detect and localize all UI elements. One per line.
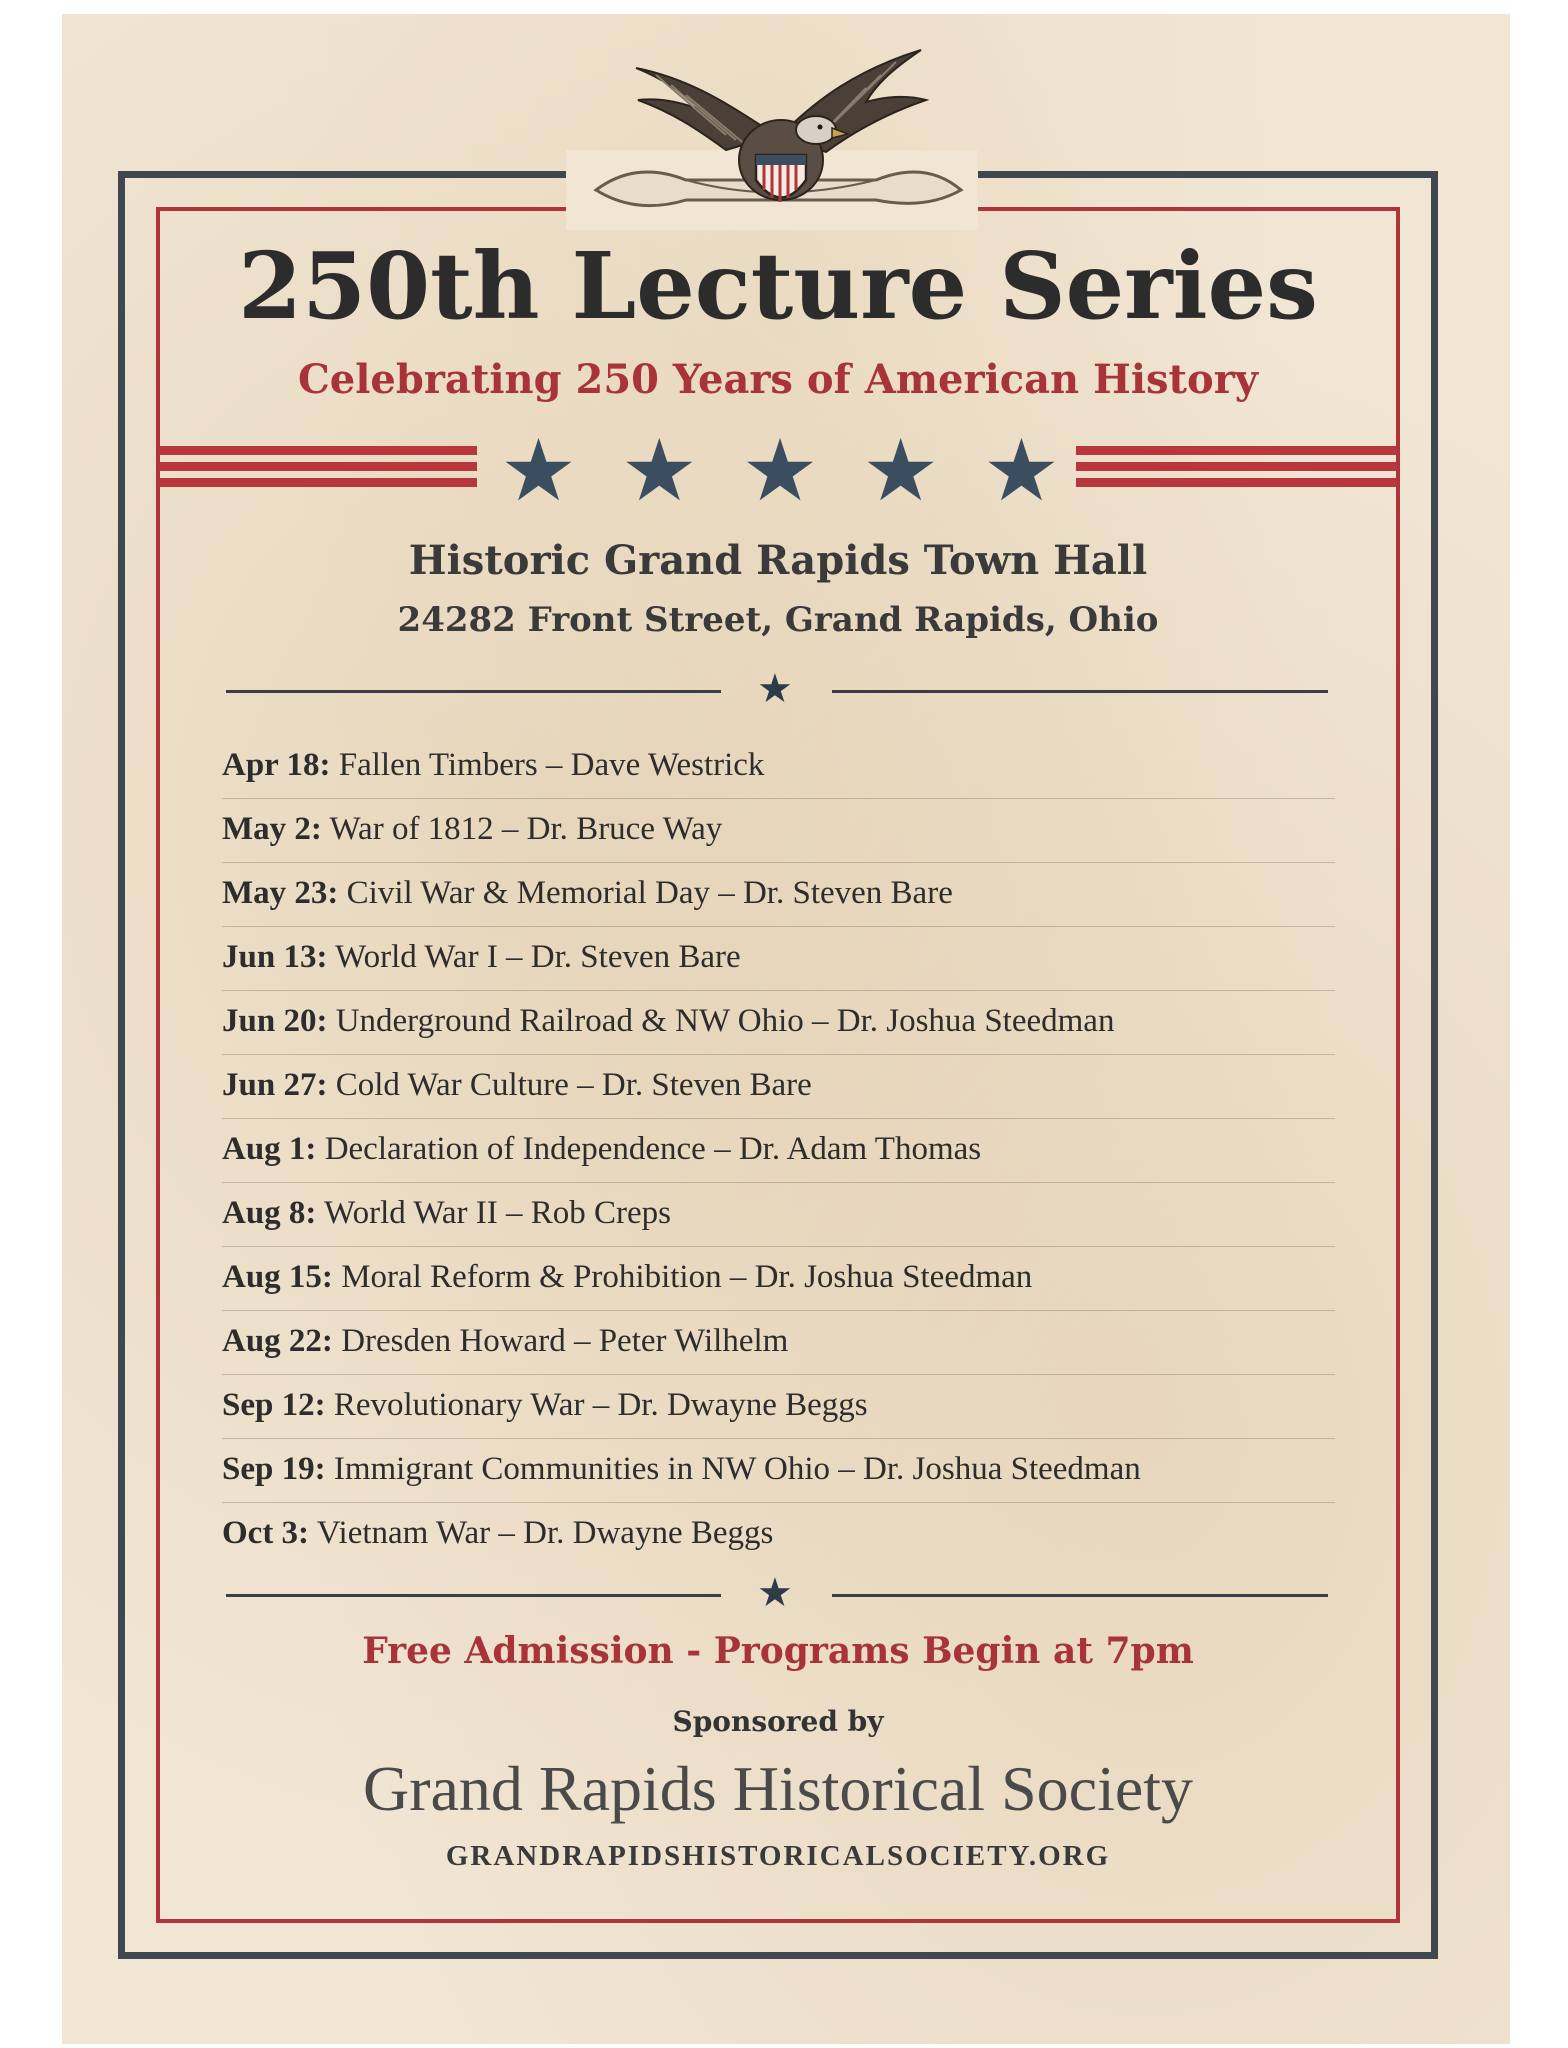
lecture-date: Jun 13: bbox=[222, 939, 328, 975]
right-stripes bbox=[1076, 446, 1397, 498]
lecture-date: Aug 15: bbox=[222, 1259, 333, 1295]
lecture-topic: Revolutionary War – Dr. Dwayne Beggs bbox=[333, 1387, 868, 1423]
divider-line bbox=[226, 1594, 721, 1597]
lecture-date: Aug 8: bbox=[222, 1195, 317, 1231]
divider-line bbox=[226, 690, 721, 693]
lecture-date: Apr 18: bbox=[222, 747, 331, 783]
lecture-date: Oct 3: bbox=[222, 1515, 310, 1551]
left-stripes bbox=[159, 446, 477, 498]
sponsor-website: GRANDRAPIDSHISTORICALSOCIETY.ORG bbox=[445, 1840, 1111, 1872]
list-item bbox=[222, 1439, 1335, 1503]
star-icon: ★ bbox=[741, 421, 819, 521]
lecture-list bbox=[222, 735, 1335, 1567]
page-title: 250th Lecture Series bbox=[238, 232, 1318, 340]
sponsor-name: Grand Rapids Historical Society bbox=[362, 1753, 1194, 1824]
lecture-topic: War of 1812 – Dr. Bruce Way bbox=[329, 811, 723, 847]
lecture-date: Jun 20: bbox=[222, 1003, 328, 1039]
lecture-date: Aug 1: bbox=[222, 1131, 317, 1167]
star-icon: ★ bbox=[757, 1570, 793, 1616]
page-subtitle: Celebrating 250 Years of American History bbox=[297, 356, 1259, 403]
list-item bbox=[222, 1119, 1335, 1183]
list-item bbox=[222, 1311, 1335, 1375]
star-icon: ★ bbox=[500, 421, 578, 521]
list-item bbox=[222, 1055, 1335, 1119]
lecture-topic: Cold War Culture – Dr. Steven Bare bbox=[335, 1067, 812, 1103]
star-icon: ★ bbox=[862, 421, 940, 521]
lecture-topic: Moral Reform & Prohibition – Dr. Joshua Steedman bbox=[341, 1259, 1033, 1295]
venue-address: 24282 Front Street, Grand Rapids, Ohio bbox=[397, 600, 1159, 640]
lecture-date: May 2: bbox=[222, 811, 322, 847]
divider-line bbox=[832, 1594, 1328, 1597]
list-item bbox=[222, 735, 1335, 799]
lecture-topic: Immigrant Communities in NW Ohio – Dr. Joshua Steedman bbox=[333, 1451, 1141, 1487]
eagle-shield-icon bbox=[576, 40, 976, 246]
admission-note: Free Admission - Programs Begin at 7pm bbox=[362, 1630, 1194, 1672]
star-icon: ★ bbox=[620, 421, 698, 521]
list-item bbox=[222, 863, 1335, 927]
list-item bbox=[222, 927, 1335, 991]
lecture-date: May 23: bbox=[222, 875, 339, 911]
lecture-topic: World War I – Dr. Steven Bare bbox=[335, 939, 741, 975]
list-item bbox=[222, 1503, 1335, 1567]
list-item bbox=[222, 1183, 1335, 1247]
lecture-topic: Dresden Howard – Peter Wilhelm bbox=[341, 1323, 789, 1359]
divider-line bbox=[832, 690, 1328, 693]
lecture-date: Sep 19: bbox=[222, 1451, 326, 1487]
lecture-topic: Vietnam War – Dr. Dwayne Beggs bbox=[316, 1515, 774, 1551]
lecture-date: Sep 12: bbox=[222, 1387, 326, 1423]
star-icon: ★ bbox=[982, 421, 1060, 521]
lecture-topic: Declaration of Independence – Dr. Adam Thomas bbox=[324, 1131, 982, 1167]
list-item bbox=[222, 991, 1335, 1055]
sponsored-label: Sponsored by bbox=[672, 1705, 884, 1738]
list-item bbox=[222, 1247, 1335, 1311]
venue-name: Historic Grand Rapids Town Hall bbox=[408, 537, 1148, 584]
lecture-date: Aug 22: bbox=[222, 1323, 333, 1359]
lecture-topic: Underground Railroad & NW Ohio – Dr. Joshua Steedman bbox=[335, 1003, 1115, 1039]
lecture-topic: World War II – Rob Creps bbox=[324, 1195, 672, 1231]
star-icon: ★ bbox=[757, 666, 793, 712]
lecture-date: Jun 27: bbox=[222, 1067, 328, 1103]
lecture-topic: Fallen Timbers – Dave Westrick bbox=[338, 747, 765, 783]
list-item bbox=[222, 799, 1335, 863]
lecture-topic: Civil War & Memorial Day – Dr. Steven Bare bbox=[346, 875, 953, 911]
list-item bbox=[222, 1375, 1335, 1439]
star-row bbox=[500, 421, 1060, 521]
